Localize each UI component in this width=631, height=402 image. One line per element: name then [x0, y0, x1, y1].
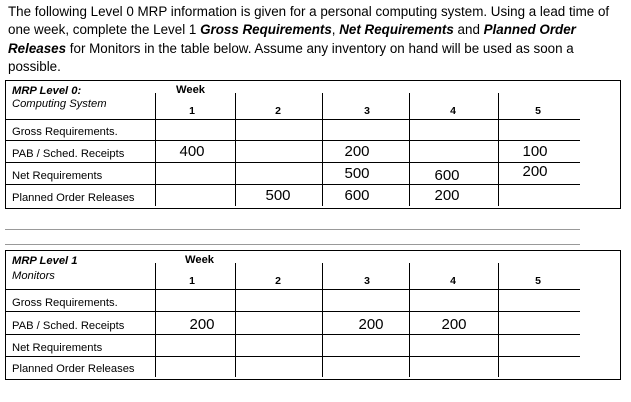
level0-por-week2: 500	[265, 187, 291, 204]
level0-por-week3: 600	[344, 187, 370, 204]
emphasis-gross-requirements: Gross Requirements	[200, 22, 332, 38]
level0-net-week5: 200	[522, 163, 548, 180]
level1-row-divider	[6, 311, 580, 312]
mrp-level0-table	[5, 80, 621, 209]
level0-col-divider	[235, 93, 236, 206]
level1-subtitle: Monitors	[12, 270, 55, 282]
level0-week-1: 1	[189, 105, 195, 117]
level1-col-divider	[235, 263, 236, 377]
level1-pab-week3: 200	[358, 316, 384, 333]
level0-row-pab-sched-receipts: PAB / Sched. Receipts	[12, 148, 125, 160]
level0-week-3: 3	[364, 105, 370, 117]
emphasis-planned-order-releases: Planned Order Releases	[8, 22, 576, 56]
level0-row-planned-order-releases: Planned Order Releases	[12, 192, 135, 204]
level0-col-divider	[409, 93, 410, 206]
level0-title: MRP Level 0:	[12, 85, 82, 97]
level1-row-divider	[6, 334, 580, 335]
mrp-level1-table	[5, 250, 621, 380]
instructions-text	[8, 3, 626, 77]
level0-net-week4: 600	[434, 167, 460, 184]
level0-week-4: 4	[450, 105, 456, 117]
level0-por-week4: 200	[434, 187, 460, 204]
level1-week-label: Week	[185, 254, 215, 266]
level0-week-5: 5	[535, 105, 541, 117]
level0-pab-week1: 400	[179, 143, 205, 160]
level0-row-divider	[6, 140, 580, 141]
level0-week-label: Week	[176, 84, 206, 96]
section-separator	[5, 244, 580, 245]
level0-header-divider	[6, 119, 580, 120]
level0-pab-week5: 100	[522, 143, 548, 160]
level1-week-1: 1	[189, 275, 195, 287]
level1-week-3: 3	[364, 275, 370, 287]
level0-net-week3: 500	[344, 165, 370, 182]
level1-row-net-requirements: Net Requirements	[12, 342, 103, 354]
level0-row-divider	[6, 184, 580, 185]
level0-row-gross-requirements: Gross Requirements.	[12, 126, 118, 138]
level1-col-divider	[409, 263, 410, 377]
level0-col-divider	[155, 93, 156, 206]
level1-week-4: 4	[450, 275, 456, 287]
level1-title: MRP Level 1	[12, 255, 78, 267]
instructions-part2: for Monitors in the table below. Assume any inventory on hand will be used as soon a possible.	[8, 40, 574, 75]
level1-row-gross-requirements: Gross Requirements.	[12, 297, 118, 309]
level1-row-pab-sched-receipts: PAB / Sched. Receipts	[12, 320, 125, 332]
level0-week-2: 2	[275, 105, 281, 117]
level1-col-divider	[322, 263, 323, 377]
level1-col-divider	[155, 263, 156, 377]
level1-row-planned-order-releases: Planned Order Releases	[12, 363, 135, 375]
level0-row-divider	[6, 162, 580, 163]
level1-pab-week4: 200	[441, 316, 467, 333]
level0-pab-week3: 200	[344, 143, 370, 160]
instructions-sep2: and	[453, 22, 484, 38]
level1-pab-week1: 200	[189, 316, 215, 333]
level1-col-divider	[498, 263, 499, 377]
section-separator	[5, 229, 580, 230]
instructions-part1: The following Level 0 MRP information is given for a personal computing system. Using a lead time of one week, complete the Level 1	[8, 4, 610, 38]
level1-header-divider	[6, 289, 580, 290]
level0-row-net-requirements: Net Requirements	[12, 170, 103, 182]
level1-week-5: 5	[535, 275, 541, 287]
level0-col-divider	[498, 93, 499, 206]
level0-col-divider	[322, 93, 323, 206]
emphasis-net-requirements: Net Requirements	[339, 22, 454, 38]
level0-subtitle: Computing System	[12, 98, 107, 110]
level1-week-2: 2	[275, 275, 281, 287]
level1-row-divider	[6, 356, 580, 357]
instructions-sep1: ,	[331, 22, 340, 38]
